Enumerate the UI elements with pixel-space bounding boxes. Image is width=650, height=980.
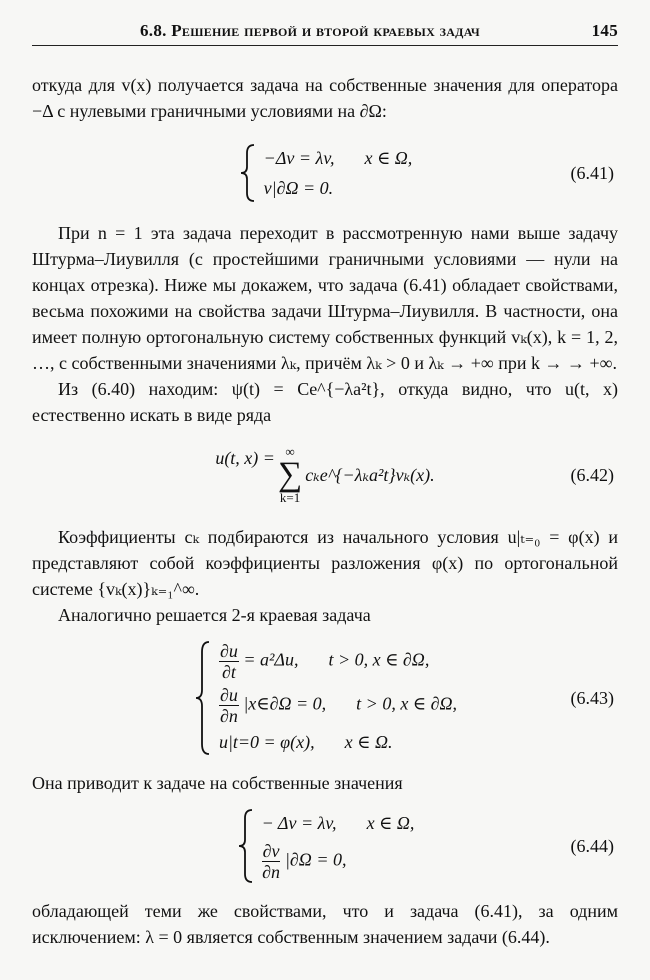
section-title: 6.8. Решение первой и второй краевых задач xyxy=(140,21,480,40)
eq643-l2-num: ∂u xyxy=(219,684,238,705)
sum-lower-limit: k=1 xyxy=(279,490,301,505)
eq643-l2-den: ∂n xyxy=(219,705,238,726)
paragraph-7: обладающей теми же свойствами, что и задача (6.41), за одним исключением: λ = 0 является собственным значением задачи (6.44). xyxy=(32,901,618,947)
paragraph-2: При n = 1 эта задача переходит в рассмотренную нами выше задачу Штурма–Лиувилля (с простейшими граничными условиями — нули на концах отрезка). Ниже мы докажем, что задача (6.41) обладает свойствами, весьма похожими на свойства задачи Штурма–Лиувилля. В частности, она имеет полную ортогональную систему собственных функций vₖ(x), k = 1, 2, …, с собственными значениями λₖ, причём λₖ > 0 и λₖ → +∞ при k → → +∞. xyxy=(32,223,618,373)
eq643-l1-cond: t > 0, x ∈ ∂Ω, xyxy=(328,649,430,670)
brace-icon xyxy=(193,640,213,756)
sum-sign xyxy=(278,445,302,505)
running-header xyxy=(32,12,618,46)
eq644-l2-rest: |∂Ω = 0, xyxy=(284,849,347,870)
page-number: 145 xyxy=(591,21,618,40)
eq641-line2: v|∂Ω = 0. xyxy=(263,178,334,198)
eq644-l2-num: ∂v xyxy=(262,840,280,861)
equation-6-44 xyxy=(32,806,618,886)
paragraph-6: Она приводит к задаче на собственные значения xyxy=(32,773,403,793)
eq643-l3-cond: x ∈ Ω. xyxy=(344,731,393,752)
page-body xyxy=(32,72,618,950)
paragraph-5: Аналогично решается 2-я краевая задача xyxy=(58,605,371,625)
eq643-l2-cond: t > 0, x ∈ ∂Ω, xyxy=(356,693,458,714)
eq643-l1-num: ∂u xyxy=(219,641,238,662)
equation-number-6-44: (6.44) xyxy=(570,836,614,856)
eq642-lhs: u(t, x) = xyxy=(215,448,275,468)
equation-6-41 xyxy=(32,140,618,206)
equation-number-6-42: (6.42) xyxy=(570,465,614,485)
eq643-l3: u|t=0 = φ(x), xyxy=(218,731,315,752)
brace-icon xyxy=(236,808,256,884)
equation-6-42 xyxy=(32,438,618,512)
paragraph-1: откуда для v(x) получается задача на собственные значения для оператора −Δ с нулевыми граничными условиями на ∂Ω: xyxy=(32,75,618,121)
eq643-l2-rest: |x∈∂Ω = 0, xyxy=(243,693,327,714)
paragraph-3: Из (6.40) находим: ψ(t) = Ce^{−λa²t}, откуда видно, что u(t, x) естественно искать в виде ряда xyxy=(32,379,618,425)
eq643-l1-rest: = a²Δu, xyxy=(243,649,299,670)
eq643-l1-den: ∂t xyxy=(221,662,236,683)
equation-number-6-41: (6.41) xyxy=(570,163,614,183)
sigma-icon: ∑ xyxy=(277,456,303,493)
eq641-line1: −Δv = λv, xyxy=(263,148,335,168)
eq644-l1: − Δv = λv, xyxy=(261,813,337,834)
brace-icon xyxy=(238,143,258,203)
sum-upper-limit: ∞ xyxy=(285,444,295,459)
eq641-line1-cond: x ∈ Ω, xyxy=(364,148,413,168)
paragraph-4: Коэффициенты cₖ подбираются из начального условия u|ₜ₌₀ = φ(x) и представляют собой коэффициенты разложения φ(x) по ортогональной системе {vₖ(x)}ₖ₌₁^∞. xyxy=(32,527,618,599)
equation-number-6-43: (6.43) xyxy=(570,688,614,708)
eq642-rhs: cₖe^{−λₖa²t}vₖ(x). xyxy=(305,465,435,485)
equation-6-43 xyxy=(32,638,618,758)
eq644-l1-cond: x ∈ Ω, xyxy=(366,813,415,834)
eq644-l2-den: ∂n xyxy=(262,861,280,882)
